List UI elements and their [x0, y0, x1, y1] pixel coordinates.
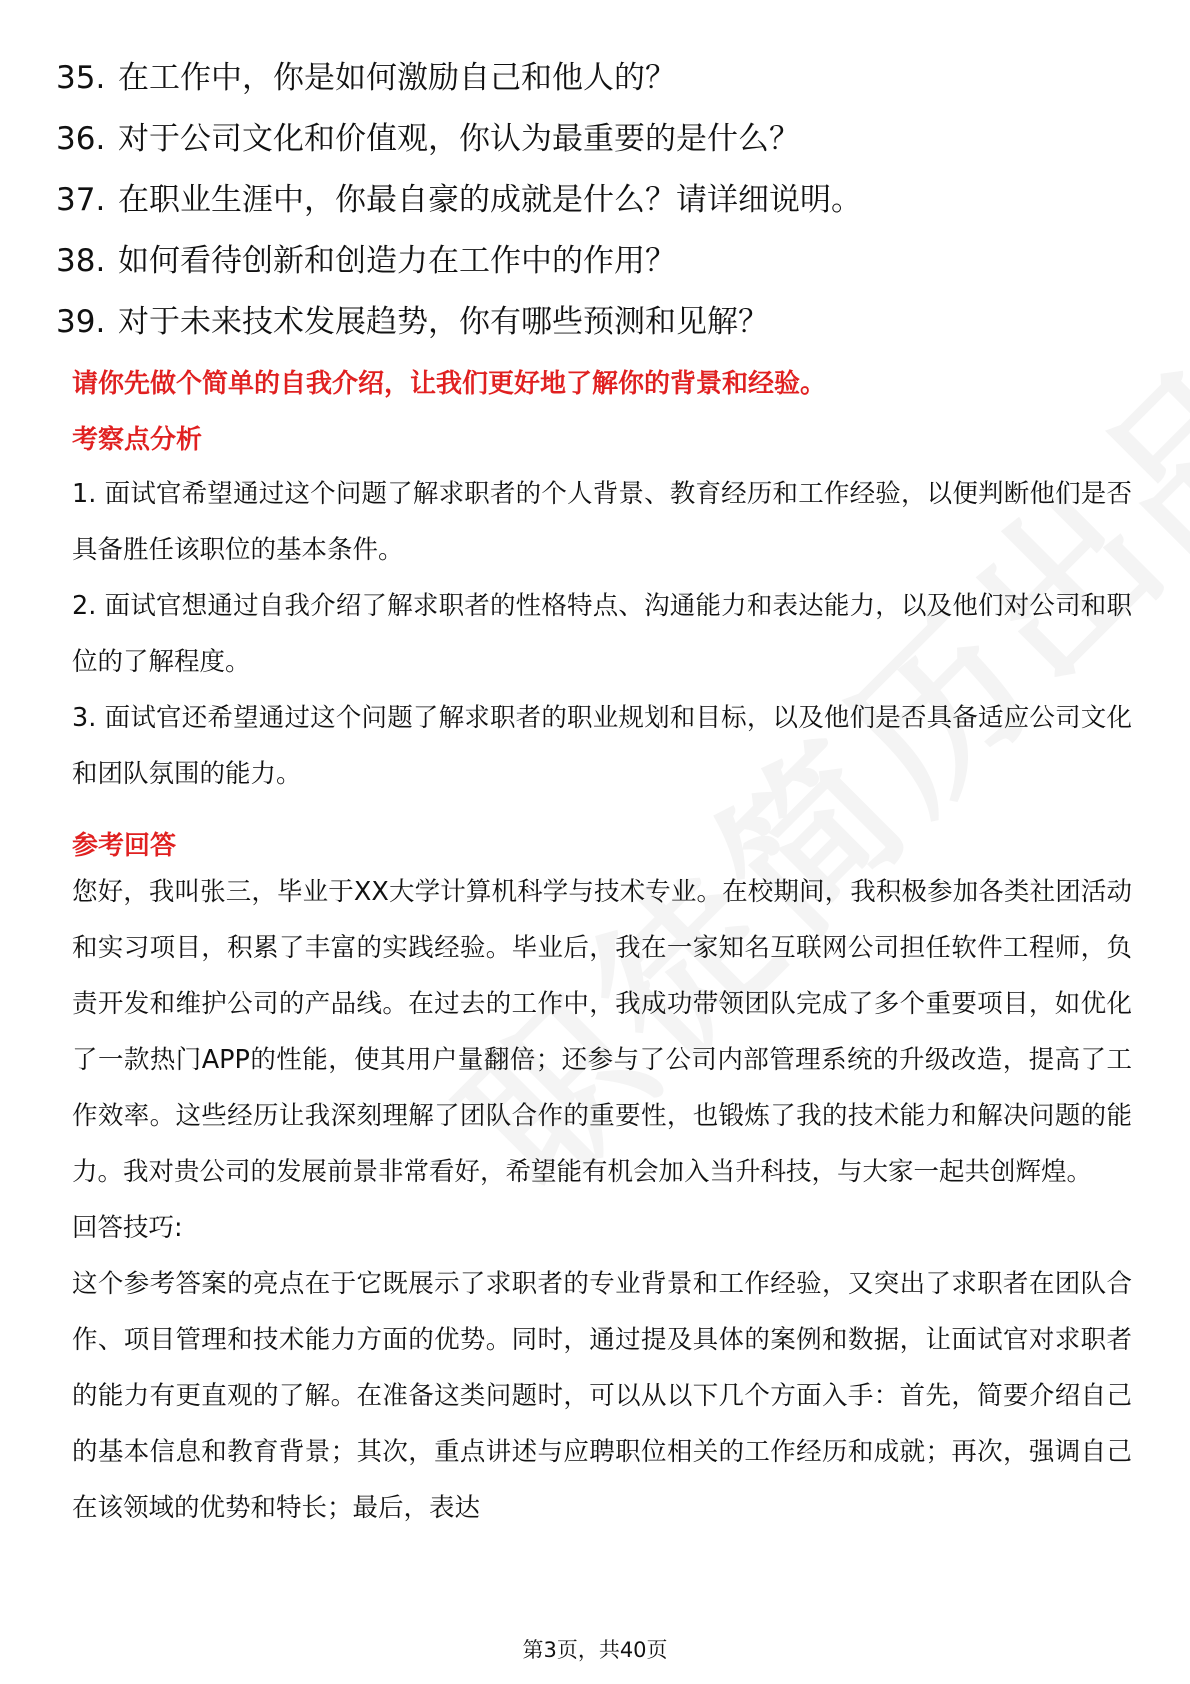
question-number: 35. — [56, 60, 106, 96]
question-text: 在职业生涯中，你最自豪的成就是什么？请详细说明。 — [118, 182, 862, 218]
page-footer: 第3页，共40页 — [522, 1638, 668, 1662]
question-list — [56, 48, 1136, 353]
tips-text: 这个参考答案的亮点在于它既展示了求职者的专业背景和工作经验，又突出了求职者在团队合作、项目管理和技术能力方面的优势。同时，通过提及具体的案例和数据，让面试官对求职者的能力有更直观的了解。在准备这类问题时，可以从以下几个方面入手：首先，简要介绍自己的基本信息和教育背景；其次，重点讲述与应聘职位相关的工作经历和成就；再次，强调自己在该领域的优势和特长；最后，表达 — [72, 1269, 1132, 1523]
analysis-point: 1. 面试官希望通过这个问题了解求职者的个人背景、教育经历和工作经验，以便判断他们是否具备胜任该职位的基本条件。 — [72, 479, 1132, 565]
question-number: 37. — [56, 182, 106, 218]
question-number: 39. — [56, 304, 106, 340]
question-item — [56, 292, 1136, 353]
reference-title: 参考回答 — [72, 831, 177, 861]
question-item — [56, 231, 1136, 292]
question-detail — [72, 366, 1132, 1536]
analysis-point: 2. 面试官想通过自我介绍了解求职者的性格特点、沟通能力和表达能力，以及他们对公司和职位的了解程度。 — [72, 591, 1132, 677]
tips-label: 回答技巧: — [72, 1213, 183, 1243]
question-text: 对于未来技术发展趋势，你有哪些预测和见解？ — [118, 304, 769, 340]
question-text: 如何看待创新和创造力在工作中的作用？ — [118, 243, 676, 279]
question-text: 在工作中，你是如何激励自己和他人的？ — [118, 60, 676, 96]
question-item — [56, 170, 1136, 231]
question-item — [56, 48, 1136, 109]
question-heading: 请你先做个简单的自我介绍，让我们更好地了解你的背景和经验。 — [72, 369, 827, 399]
question-number: 38. — [56, 243, 106, 279]
question-number: 36. — [56, 121, 106, 157]
question-item — [56, 109, 1136, 170]
analysis-point: 3. 面试官还希望通过这个问题了解求职者的职业规划和目标，以及他们是否具备适应公司文化和团队氛围的能力。 — [72, 703, 1132, 789]
analysis-title: 考察点分析 — [72, 425, 203, 455]
question-text: 对于公司文化和价值观，你认为最重要的是什么？ — [118, 121, 800, 157]
reference-answer: 您好，我叫张三，毕业于XX大学计算机科学与技术专业。在校期间，我积极参加各类社团活动和实习项目，积累了丰富的实践经验。毕业后，我在一家知名互联网公司担任软件工程师，负责开发和维护公司的产品线。在过去的工作中，我成功带领团队完成了多个重要项目，如优化了一款热门APP的性能，使其用户量翻倍；还参与了公司内部管理系统的升级改造，提高了工作效率。这些经历让我深刻理解了团队合作的重要性，也锻炼了我的技术能力和解决问题的能力。我对贵公司的发展前景非常看好，希望能有机会加入当升科技，与大家一起共创辉煌。 — [72, 877, 1132, 1187]
